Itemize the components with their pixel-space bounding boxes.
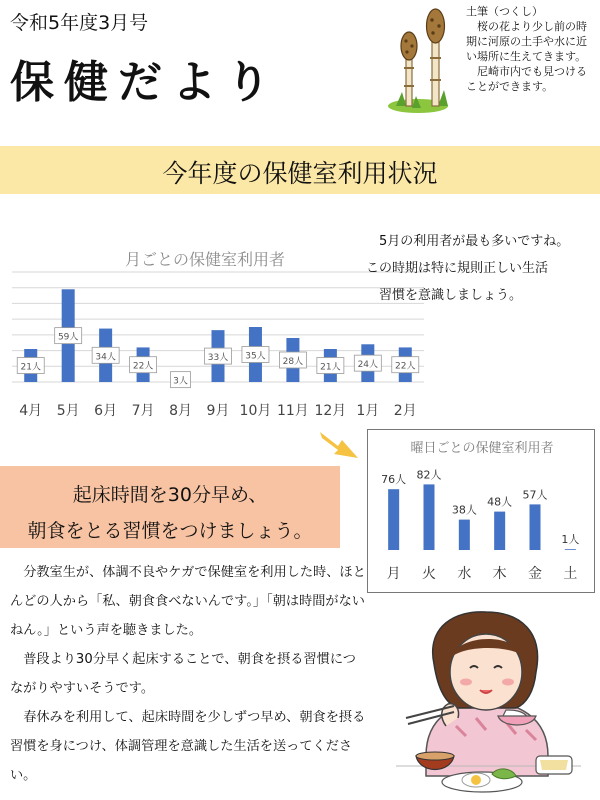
data-label: 48人 (487, 495, 513, 509)
category-label: 11月 (276, 403, 309, 419)
bar (530, 504, 541, 550)
bar (494, 512, 505, 550)
category-label: 土 (563, 566, 578, 582)
bar (388, 489, 399, 550)
data-label: 59人 (57, 332, 79, 343)
category-label: 月 (386, 566, 401, 582)
category-label: 10月 (239, 403, 272, 419)
issue-label: 令和5年度3月号 (10, 12, 149, 34)
data-label: 22人 (395, 361, 416, 372)
data-label: 1人 (561, 533, 580, 547)
bar (424, 484, 435, 550)
category-label: 5月 (56, 403, 80, 419)
column-heading: 土筆（つくし） (466, 5, 543, 18)
body-paragraph: 春休みを利用して、起床時間を少しずつ早め、朝食を摂る習慣を身につけ、体調管理を意識した生活を送ってください。 (10, 710, 366, 783)
data-label: 38人 (451, 503, 477, 517)
data-label: 21人 (20, 362, 41, 373)
weekday-chart-frame (367, 429, 595, 593)
data-label: 57人 (522, 488, 548, 502)
data-label: 24人 (357, 360, 379, 371)
category-label: 金 (528, 566, 542, 582)
bar (459, 520, 470, 550)
comment-line: 5月の利用者が最も多いですね。 (379, 234, 570, 249)
data-label: 34人 (95, 352, 116, 363)
column-paragraph: 尼崎市内でも見つけることができます。 (466, 65, 587, 93)
category-label: 8月 (169, 403, 193, 419)
usage-comment (366, 228, 596, 309)
bar (565, 549, 576, 550)
section-title: 今年度の保健室利用状況 (162, 159, 438, 188)
category-label: 7月 (131, 403, 155, 419)
highlight-line: 朝食をとる習慣をつけましょう。 (27, 520, 313, 542)
category-label: 火 (422, 566, 436, 582)
data-label: 22人 (132, 361, 154, 372)
chart-title: 月ごとの保健室利用者 (124, 250, 286, 269)
category-label: 4月 (19, 403, 43, 419)
data-label: 35人 (245, 351, 266, 362)
column-paragraph: 桜の花より少し前の時期に河原の土手や水に近い場所に生えてきます。 (466, 20, 587, 63)
comment-line: この時期は特に規則正しい生活 (366, 261, 549, 276)
body-paragraph: 普段より30分早く起床することで、朝食を摂る習慣につながりやすいそうです。 (10, 652, 356, 696)
category-label: 9月 (206, 403, 230, 419)
horsetail-sprouts-icon (388, 6, 460, 116)
category-label: 木 (492, 566, 507, 582)
tsukushi-column (466, 4, 596, 94)
category-label: 2月 (393, 403, 417, 419)
data-label: 3人 (173, 376, 188, 387)
data-label: 82人 (416, 468, 442, 482)
arrow-down-right-icon (318, 424, 364, 462)
chart-title: 曜日ごとの保健室利用者 (410, 441, 554, 456)
newsletter-title: 保健だより (10, 57, 280, 108)
data-label: 21人 (320, 362, 341, 373)
data-label: 33人 (207, 353, 229, 364)
data-label: 28人 (282, 357, 304, 367)
article-body (10, 558, 366, 790)
highlight-line: 起床時間を30分早め、 (72, 484, 268, 506)
weekday-usage-chart (368, 430, 596, 594)
category-label: 12月 (314, 403, 347, 419)
category-label: 6月 (94, 403, 118, 419)
girl-eating-breakfast-icon (386, 606, 591, 796)
category-label: 水 (457, 566, 472, 582)
body-paragraph: 分教室生が、体調不良やケガで保健室を利用した時、ほとんどの人から「私、朝食食べないんです。」「朝は時間がないねん。」という声を聴きました。 (10, 565, 366, 638)
data-label: 76人 (381, 473, 407, 487)
comment-line: 習慣を意識しましょう。 (379, 288, 523, 303)
category-label: 1月 (356, 403, 380, 419)
